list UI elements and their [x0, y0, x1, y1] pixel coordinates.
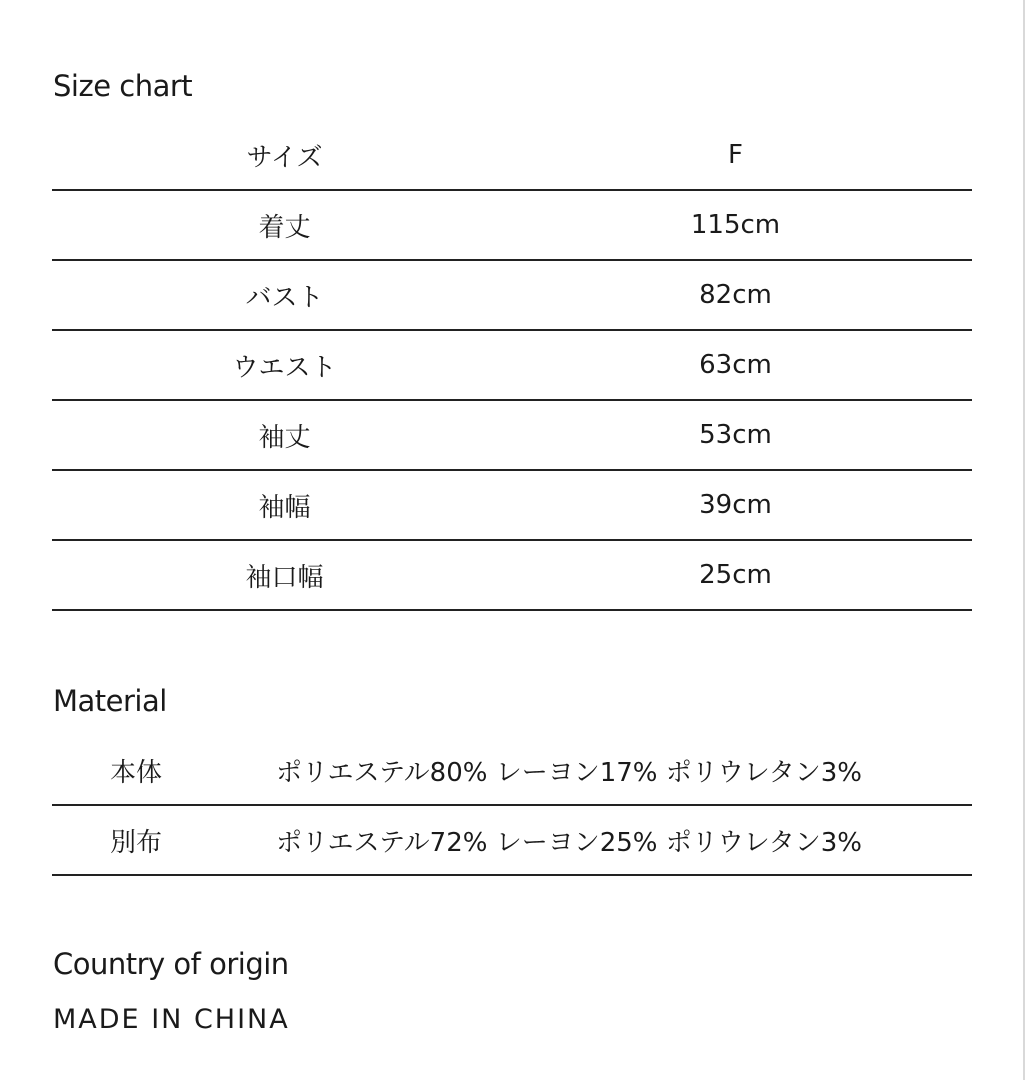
size-chart-header-row — [52, 121, 972, 191]
table-row — [52, 191, 972, 261]
material-part-label: 本体 — [110, 757, 163, 788]
size-chart-heading: Size chart — [53, 69, 193, 103]
size-header-label: サイズ — [246, 142, 323, 173]
size-header-value: F — [728, 140, 743, 170]
measurement-label: 袖口幅 — [245, 562, 324, 593]
table-row — [52, 331, 972, 401]
table-row — [52, 736, 972, 806]
material-composition: ポリエステル72% レーヨン25% ポリウレタン3% — [276, 827, 862, 858]
measurement-label: 着丈 — [258, 212, 311, 243]
material-composition: ポリエステル80% レーヨン17% ポリウレタン3% — [276, 757, 862, 788]
origin-heading: Country of origin — [53, 947, 289, 981]
measurement-value: 115cm — [690, 210, 781, 240]
measurement-label: 袖丈 — [258, 422, 311, 453]
measurement-label: バスト — [245, 282, 324, 313]
table-row — [52, 471, 972, 541]
measurement-value: 82cm — [699, 280, 772, 310]
size-chart-table — [52, 121, 972, 611]
origin-value: MADE IN CHINA — [53, 1004, 290, 1035]
table-row — [52, 261, 972, 331]
measurement-value: 63cm — [699, 350, 772, 380]
table-row — [52, 541, 972, 611]
measurement-label: 袖幅 — [258, 492, 311, 523]
material-part-label: 別布 — [110, 827, 163, 858]
table-row — [52, 401, 972, 471]
measurement-value: 53cm — [699, 420, 772, 450]
measurement-label: ウエスト — [232, 352, 337, 383]
measurement-value: 25cm — [699, 560, 772, 590]
table-row — [52, 806, 972, 876]
measurement-value: 39cm — [699, 490, 772, 520]
material-heading: Material — [53, 684, 167, 718]
material-table — [52, 736, 972, 876]
